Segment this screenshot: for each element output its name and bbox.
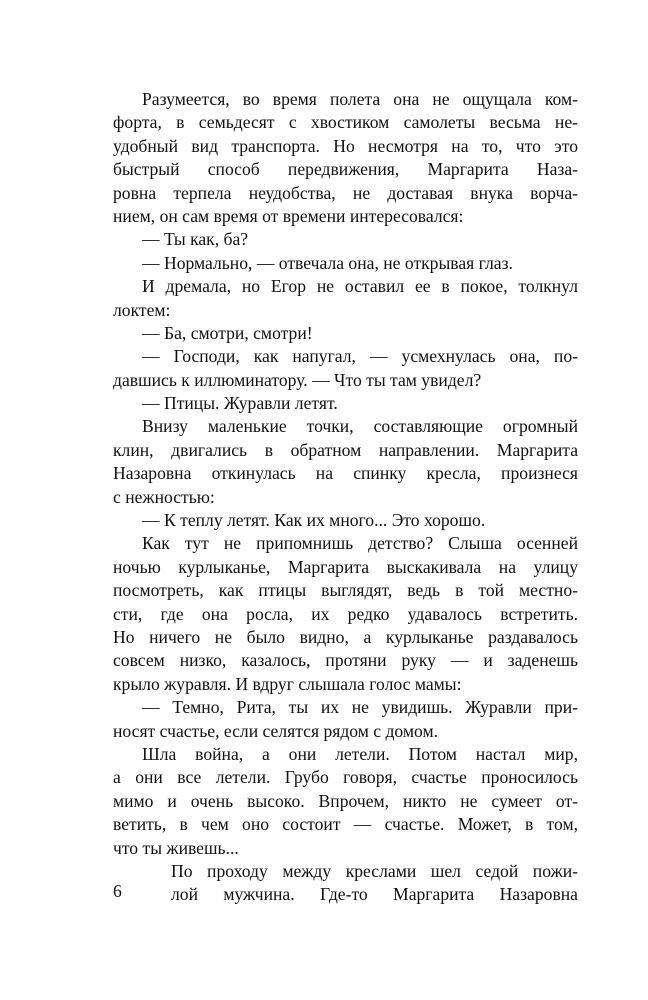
text-line: Назаровна откинулась на спинку кресла, произнеся bbox=[113, 463, 578, 484]
text-line: мимо и очень высоко. Впрочем, никто не сумеет от- bbox=[113, 790, 578, 811]
text-line: носят счастье, если селятся рядом с домом. bbox=[113, 720, 439, 741]
dialogue-line: — Ба, смотри, смотри! bbox=[142, 322, 313, 343]
page-text bbox=[113, 88, 578, 907]
text-line: удобный вид транспорта. Но несмотря на то, что это bbox=[113, 135, 578, 156]
text-line: посмотреть, как птицы выглядят, ведь в той местно- bbox=[113, 580, 578, 601]
text-line: давшись к иллюминатору. — Что ты там увидел? bbox=[113, 369, 482, 390]
text-line: клин, двигались в обратном направлении. Маргарита bbox=[113, 439, 578, 460]
page-number: 6 bbox=[113, 881, 122, 901]
text-line: Но ничего не было видно, а курлыканье раздавалось bbox=[113, 626, 578, 647]
text-line: крыло журавля. И вдруг слышала голос мамы: bbox=[113, 673, 462, 694]
text-line: По проходу между креслами шел седой пожи- bbox=[171, 860, 578, 881]
text-line: лой мужчина. Где-то Маргарита Назаровна bbox=[171, 884, 578, 905]
text-line: И дремала, но Егор не оставил ее в покое, толкнул bbox=[142, 276, 578, 297]
text-line: ветить, в чем оно состоит — счастье. Может, в том, bbox=[113, 814, 578, 835]
text-line: с нежностью: bbox=[113, 486, 215, 507]
text-line: а они все летели. Грубо говоря, счастье проносилось bbox=[113, 767, 578, 788]
text-line: ровна терпела неудобства, не доставая внука ворча- bbox=[113, 182, 578, 203]
text-line: локтем: bbox=[113, 299, 171, 320]
dialogue-line: — Темно, Рита, ты их не увидишь. Журавли при- bbox=[142, 697, 578, 718]
text-line: Шла война, а они летели. Потом настал мир, bbox=[142, 743, 578, 764]
text-line: нием, он сам время от времени интересовался: bbox=[113, 205, 464, 226]
dialogue-line: — Птицы. Журавли летят. bbox=[142, 393, 338, 414]
dialogue-line: — Ты как, ба? bbox=[142, 229, 249, 250]
text-line: Разумеется, во время полета она не ощущала ком- bbox=[142, 89, 578, 109]
dialogue-line: — К теплу летят. Как их много... Это хорошо. bbox=[142, 510, 486, 531]
dialogue-line: — Нормально, — отвечала она, не открывая глаз. bbox=[142, 252, 513, 273]
dialogue-line: — Господи, как напугал, — усмехнулась она, по- bbox=[142, 346, 578, 367]
text-line: Как тут не припомнишь детство? Слыша осенней bbox=[142, 533, 578, 554]
text-line: быстрый способ передвижения, Маргарита Наза- bbox=[113, 159, 578, 180]
text-line: совсем низко, казалось, протяни руку — и заденешь bbox=[113, 650, 578, 671]
text-line: что ты живешь... bbox=[113, 837, 239, 858]
text-line: сти, где она росла, их редко удавалось встретить. bbox=[113, 603, 578, 624]
text-line: форта, в семьдесят с хвостиком самолеты весьма не- bbox=[113, 112, 578, 133]
text-line: ночью курлыканье, Маргарита выскакивала на улицу bbox=[113, 556, 578, 577]
text-line: Внизу маленькие точки, составляющие огромный bbox=[142, 416, 578, 437]
